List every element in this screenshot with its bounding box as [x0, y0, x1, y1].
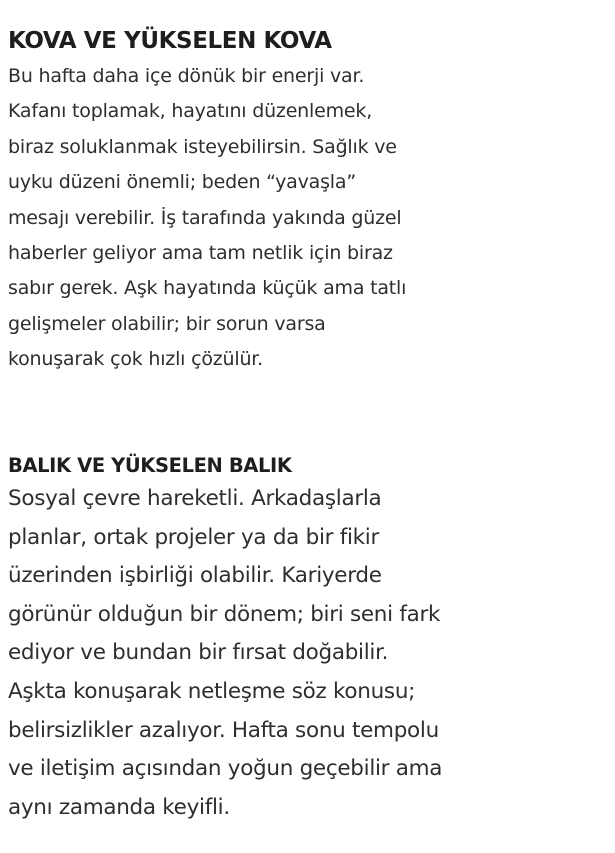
body-line: belirsizlikler azalıyor. Hafta sonu tempolu — [8, 717, 439, 743]
body-line: planlar, ortak projeler ya da bir fikir — [8, 524, 379, 550]
section-body — [8, 59, 608, 378]
body-line: haberler geliyor ama tam netlik için biraz — [8, 242, 393, 265]
section-body — [8, 480, 608, 827]
horoscope-section-kova — [8, 24, 608, 378]
section-heading: KOVA VE YÜKSELEN KOVA — [8, 28, 332, 54]
horoscope-section-balik — [8, 452, 608, 827]
section-heading: BALIK VE YÜKSELEN BALIK — [8, 454, 292, 477]
body-line: Sosyal çevre hareketli. Arkadaşlarla — [8, 486, 382, 511]
body-line: gelişmeler olabilir; bir sorun varsa — [8, 312, 326, 335]
body-line: sabır gerek. Aşk hayatında küçük ama tatlı — [8, 277, 407, 300]
body-line: ediyor ve bundan bir fırsat doğabilir. — [8, 640, 389, 666]
body-line: Kafanı toplamak, hayatını düzenlemek, — [8, 100, 373, 123]
body-line: aynı zamanda keyifli. — [8, 794, 230, 820]
body-line: görünür olduğun bir dönem; biri seni fark — [8, 601, 441, 627]
body-line: ve iletişim açısından yoğun geçebilir ama — [8, 756, 443, 782]
body-line: konuşarak çok hızlı çözülür. — [8, 348, 263, 371]
body-line: biraz soluklanmak isteyebilirsin. Sağlık ve — [8, 135, 397, 158]
body-line: üzerinden işbirliği olabilir. Kariyerde — [8, 563, 382, 589]
body-line: Aşkta konuşarak netleşme söz konusu; — [8, 678, 416, 704]
body-line: uyku düzeni önemli; beden “yavaşla” — [8, 171, 356, 194]
body-line: mesajı verebilir. İş tarafında yakında güzel — [8, 206, 402, 229]
body-line: Bu hafta daha içe dönük bir enerji var. — [8, 65, 365, 87]
